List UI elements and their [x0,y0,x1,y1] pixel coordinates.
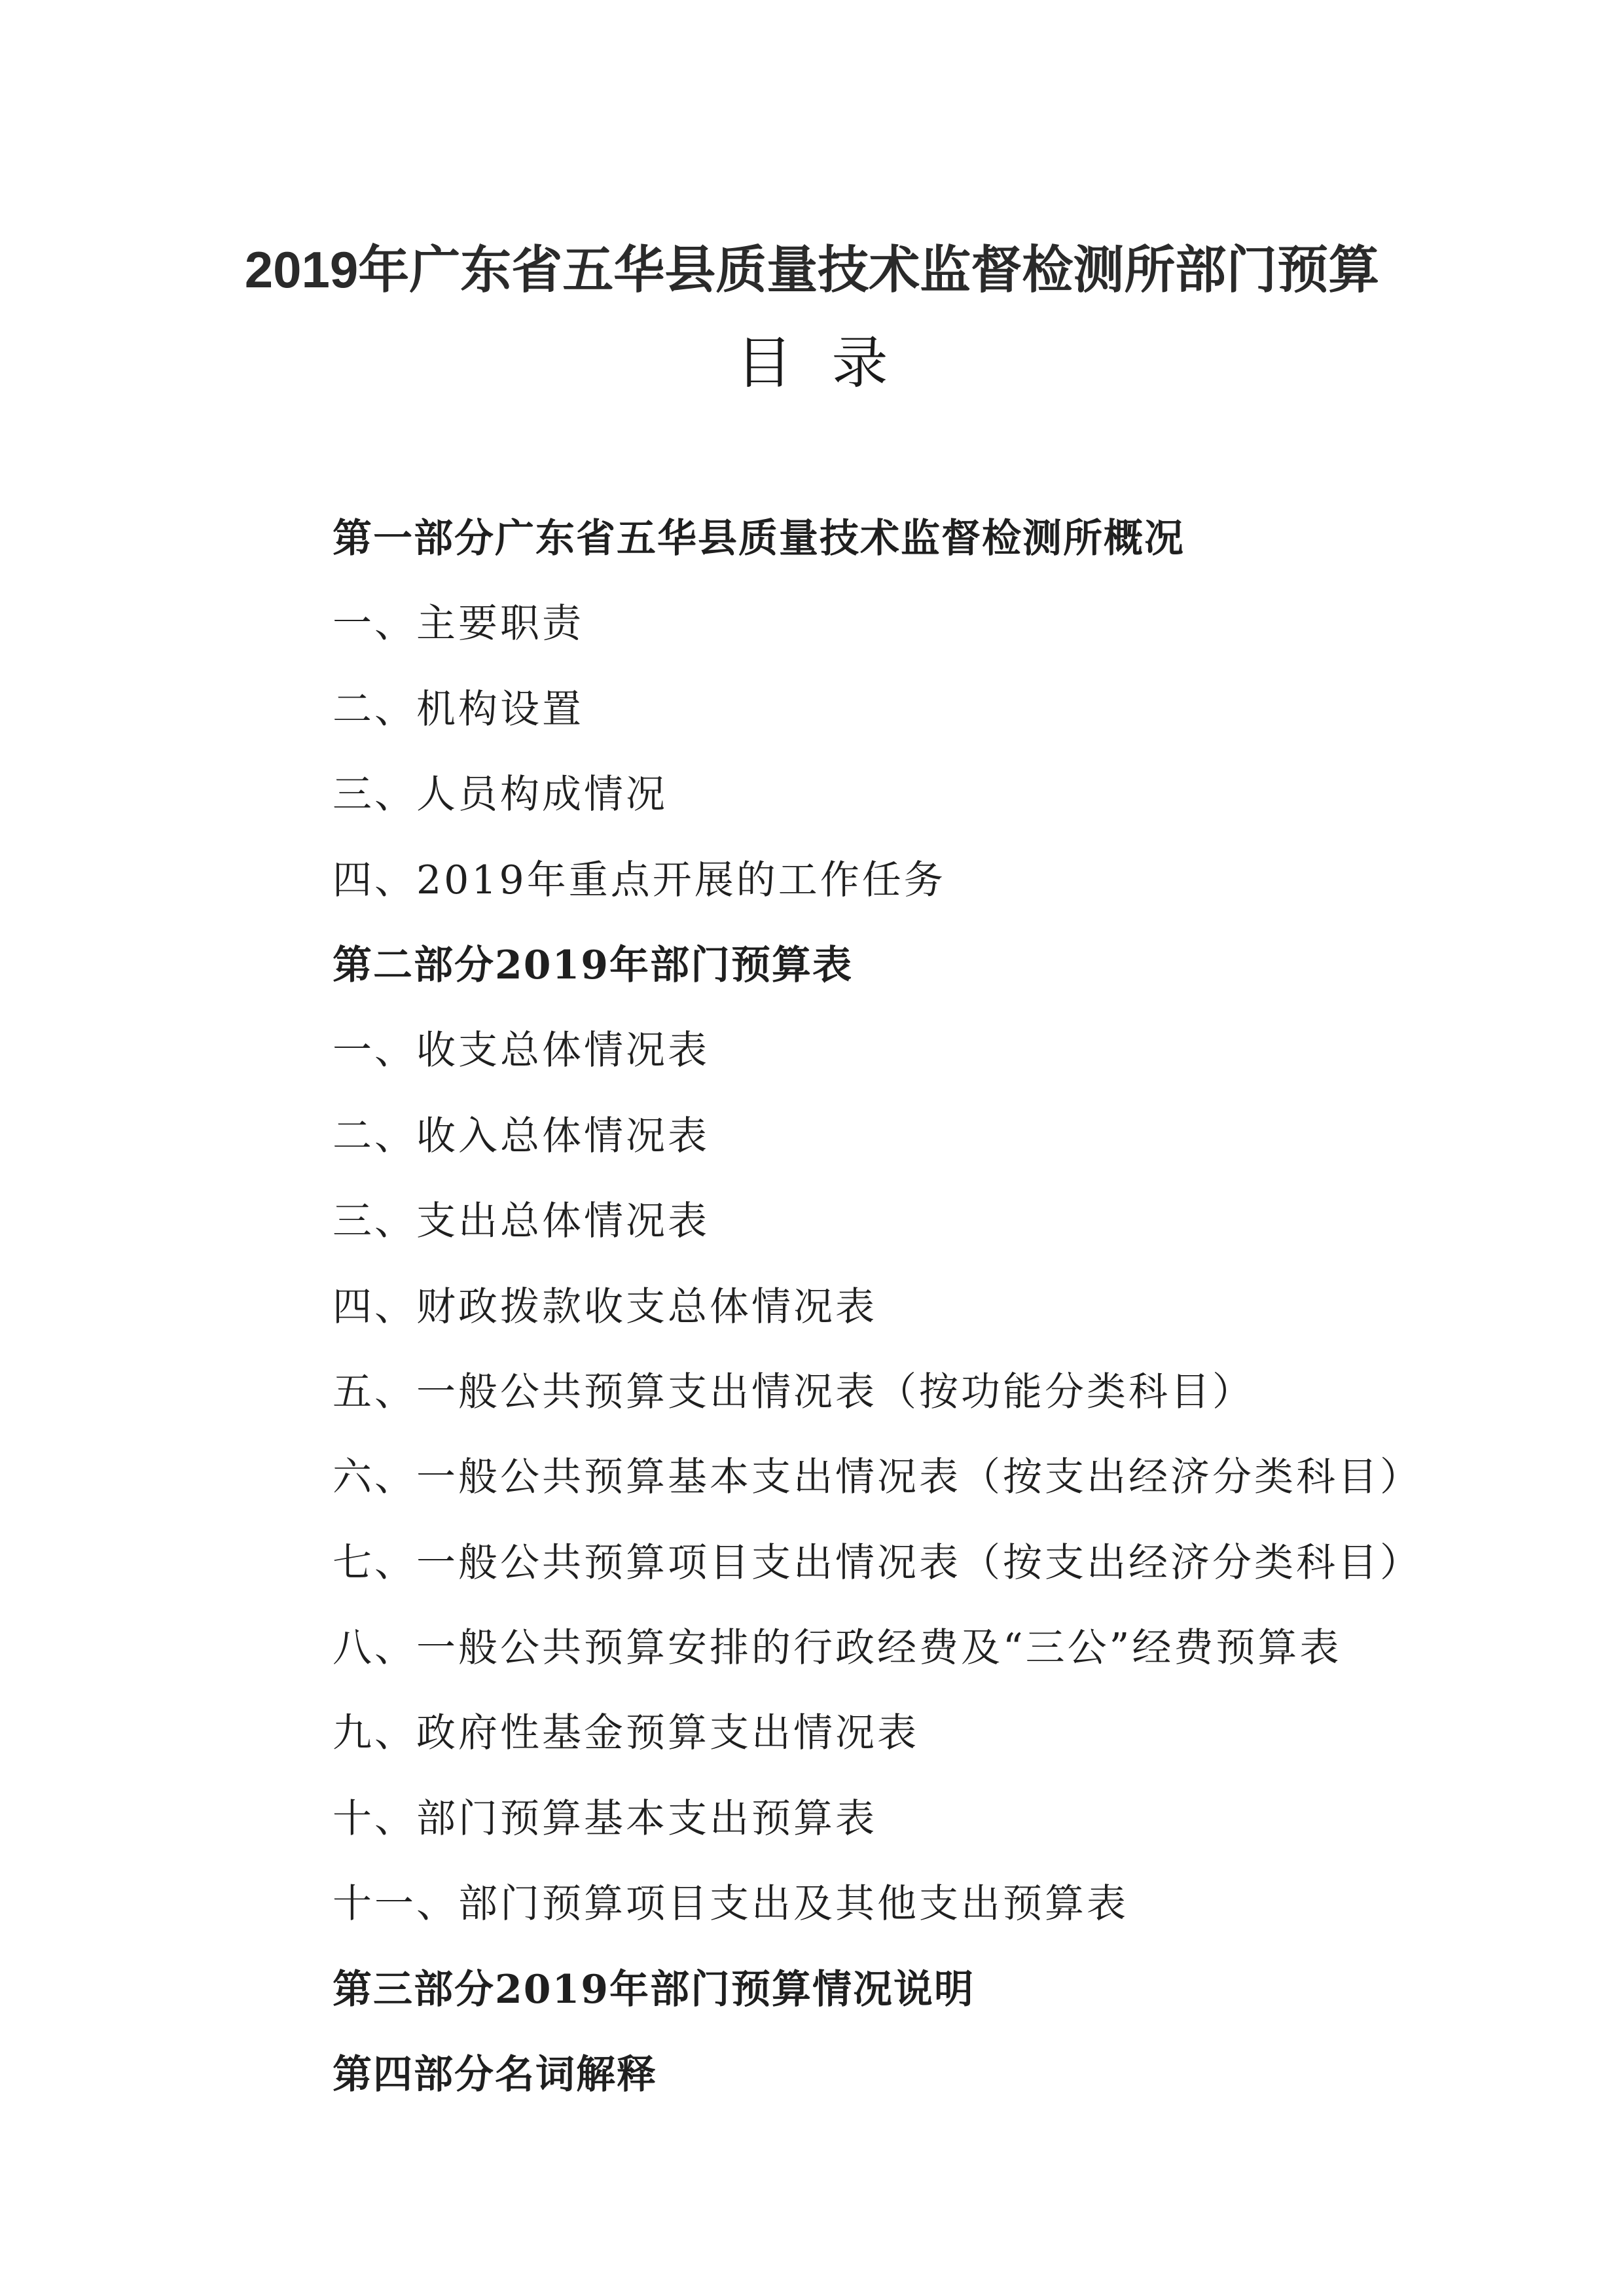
toc-item: 十、部门预算基本支出预算表 [333,1795,877,1842]
toc-part-3: 第三部分2019年部门预算情况说明 [333,1966,975,2013]
toc-item: 五、一般公共预算支出情况表（按功能分类科目） [333,1369,1254,1415]
toc-item: 十一、部门预算项目支出及其他支出预算表 [333,1881,1128,1928]
toc-item: 三、支出总体情况表 [333,1198,710,1245]
toc-item: 七、一般公共预算项目支出情况表（按支出经济分类科目） [333,1539,1422,1586]
toc-item: 三、人员构成情况 [333,772,668,818]
toc-item: 一、收支总体情况表 [333,1028,710,1074]
toc-part-4: 第四部分名词解释 [333,2052,657,2098]
toc-item: 二、机构设置 [333,686,584,732]
table-of-contents [333,496,1422,2117]
toc-item: 八、一般公共预算安排的行政经费及“三公”经费预算表 [333,1625,1342,1672]
toc-item: 九、政府性基金预算支出情况表 [333,1710,919,1757]
toc-item: 二、收入总体情况表 [333,1113,710,1159]
page-title: 2019年广东省五华县质量技术监督检测所部门预算 [244,241,1380,299]
toc-item: 四、2019年重点开展的工作任务 [333,857,946,903]
toc-part-2: 第二部分2019年部门预算表 [333,942,853,988]
toc-item: 一、主要职责 [333,601,584,647]
toc-item: 四、财政拨款收支总体情况表 [333,1283,877,1330]
toc-part-1: 第一部分广东省五华县质量技术监督检测所概况 [333,516,1185,562]
toc-item: 六、一般公共预算基本支出情况表（按支出经济分类科目） [333,1454,1422,1501]
toc-heading: 目录 [736,331,928,396]
